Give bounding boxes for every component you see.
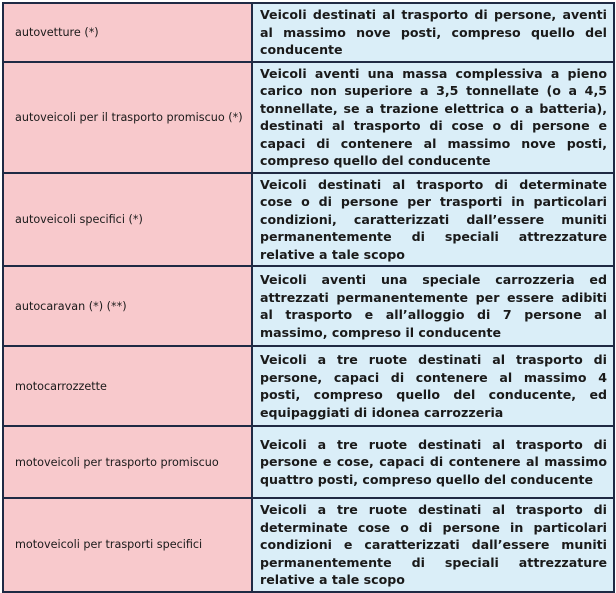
vehicle-category-term: autoveicoli specifici (*) (3, 173, 252, 267)
vehicle-category-term: motoveicoli per trasporto promiscuo (3, 426, 252, 498)
vehicle-categories-table (2, 2, 615, 593)
vehicle-category-definition: Veicoli a tre ruote destinati al trasporto di determinate cose o di persone in particolari condizioni e caratterizzati dall’essere muniti permanentemente di speciali attrezzature relative a tale scopo (252, 498, 614, 592)
vehicle-category-term: autovetture (*) (3, 3, 252, 62)
table-row (3, 62, 614, 173)
vehicle-category-definition: Veicoli destinati al trasporto di determinate cose o di persone per trasporti in particolari condizioni, caratterizzati dall’essere muniti permanentemente di speciali attrezzature relative a tale scopo (252, 173, 614, 267)
vehicle-category-definition: Veicoli aventi una massa complessiva a pieno carico non superiore a 3,5 tonnellate (o a 4,5 tonnellate, se a trazione elettrica o a batteria), destinati al trasporto di cose o di persone e capaci di contenere al massimo nove posti, compreso quello del conducente (252, 62, 614, 173)
vehicle-category-term: autoveicoli per il trasporto promiscuo (*) (3, 62, 252, 173)
vehicle-category-definition: Veicoli a tre ruote destinati al trasporto di persone e cose, capaci di contenere al massimo quattro posti, compreso quello del conducente (252, 426, 614, 498)
vehicle-category-term: motoveicoli per trasporti specifici (3, 498, 252, 592)
table-row (3, 498, 614, 592)
vehicle-category-definition: Veicoli destinati al trasporto di persone, aventi al massimo nove posti, compreso quello del conducente (252, 3, 614, 62)
table-row (3, 346, 614, 426)
table-row (3, 3, 614, 62)
vehicle-category-definition: Veicoli a tre ruote destinati al trasporto di persone, capaci di contenere al massimo 4 posti, compreso quello del conducente, ed equipaggiati di idonea carrozzeria (252, 346, 614, 426)
vehicle-category-term: motocarrozzette (3, 346, 252, 426)
table-row (3, 266, 614, 346)
vehicle-category-term: autocaravan (*) (**) (3, 266, 252, 346)
vehicle-category-definition: Veicoli aventi una speciale carrozzeria ed attrezzati permanentemente per essere adibiti al trasporto e all’alloggio di 7 persone al massimo, compreso il conducente (252, 266, 614, 346)
table-row (3, 426, 614, 498)
table-row (3, 173, 614, 267)
